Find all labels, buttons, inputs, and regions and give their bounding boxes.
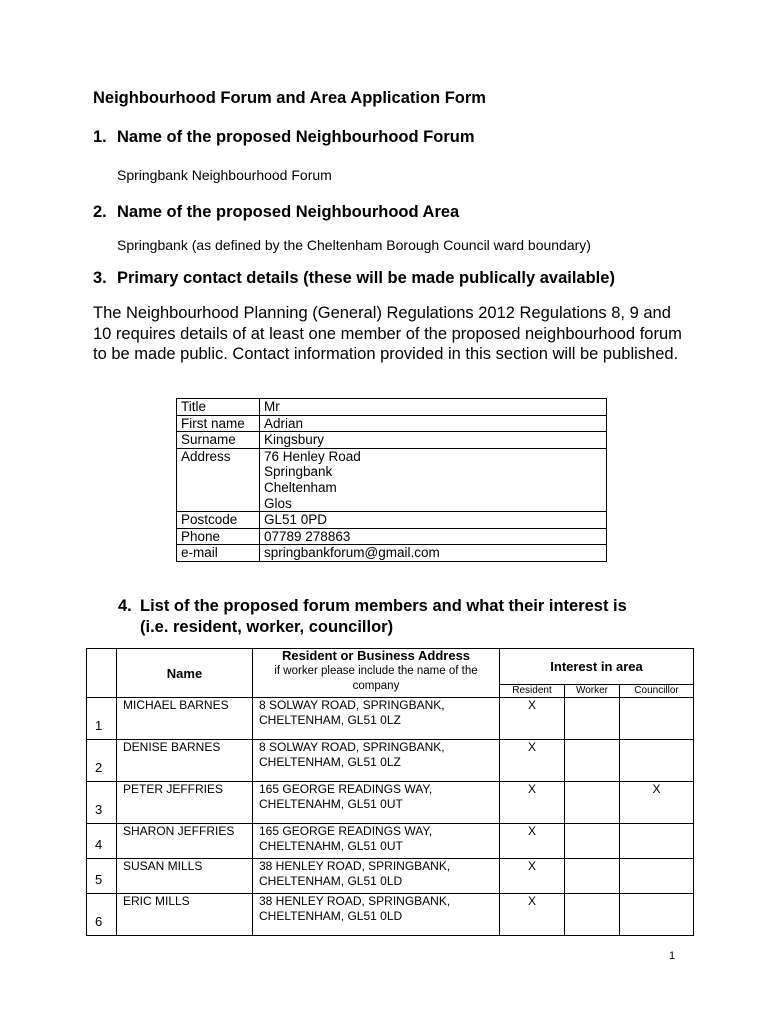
member-address-line2: CHELTENHAM, GL51 0LZ (259, 712, 401, 727)
contact-value: GL51 0PD (260, 512, 607, 529)
section-1-heading (93, 128, 475, 147)
section-4-heading (118, 596, 627, 637)
contact-value: 07789 278863 (260, 528, 607, 545)
section-2-heading (93, 203, 459, 222)
member-name: DENISE BARNES (117, 740, 253, 782)
contact-label: Phone (177, 528, 260, 545)
resident-column-header: Resident (500, 685, 565, 698)
document-title: Neighbourhood Forum and Area Application Form (93, 89, 486, 107)
row-index: 1 (87, 698, 117, 740)
area-name-value: Springbank (as defined by the Cheltenham Borough Council ward boundary) (117, 237, 591, 253)
contact-value: Mr (260, 399, 607, 416)
contact-label: e-mail (177, 545, 260, 562)
member-address-line1: 165 GEORGE READINGS WAY, (259, 782, 433, 796)
resident-mark: X (500, 698, 565, 740)
worker-mark (565, 894, 620, 936)
address-line: 76 Henley Road (264, 448, 361, 464)
contact-row-email (177, 545, 607, 562)
member-address (253, 859, 500, 894)
worker-mark (565, 782, 620, 824)
councillor-mark (620, 740, 694, 782)
contact-row-postcode (177, 512, 607, 529)
members-header-row (87, 649, 694, 685)
contact-label: Address (177, 448, 260, 511)
row-index: 4 (87, 824, 117, 859)
resident-mark: X (500, 740, 565, 782)
section-4-number: 4. (118, 597, 132, 615)
councillor-mark (620, 894, 694, 936)
contact-row-phone (177, 528, 607, 545)
member-address-line1: 8 SOLWAY ROAD, SPRINGBANK, (259, 740, 445, 754)
contact-row-title (177, 399, 607, 416)
contact-value: Kingsbury (260, 432, 607, 449)
address-line: Cheltenham (264, 479, 337, 495)
councillor-mark (620, 698, 694, 740)
row-index: 5 (87, 859, 117, 894)
row-index: 2 (87, 740, 117, 782)
member-address-line2: CHELTENHAM, GL51 0LD (259, 873, 403, 888)
contact-row-surname (177, 432, 607, 449)
forum-members-table (86, 648, 694, 936)
address-line: Glos (264, 495, 292, 511)
section-3-number: 3. (93, 269, 107, 287)
forum-name-value: Springbank Neighbourhood Forum (117, 167, 332, 183)
contact-label: First name (177, 415, 260, 432)
table-row (87, 894, 694, 936)
regulations-paragraph: The Neighbourhood Planning (General) Regulations 2012 Regulations 8, 9 and 10 requires details of at least one member of the proposed neighbourhood forum to be made public. Contact information provided in this section will be published. (93, 304, 682, 363)
contact-label: Postcode (177, 512, 260, 529)
worker-mark (565, 698, 620, 740)
contact-value: Adrian (260, 415, 607, 432)
address-header (253, 649, 500, 698)
section-3-heading (93, 269, 615, 288)
resident-mark: X (500, 782, 565, 824)
interest-header: Interest in area (500, 649, 694, 685)
table-row (87, 859, 694, 894)
row-index: 6 (87, 894, 117, 936)
member-name: ERIC MILLS (117, 894, 253, 936)
member-name: SHARON JEFFRIES (117, 824, 253, 859)
row-index: 3 (87, 782, 117, 824)
councillor-column-header: Councillor (620, 685, 694, 698)
page-number: 1 (669, 950, 676, 962)
section-1-heading-text: Name of the proposed Neighbourhood Forum (117, 128, 475, 146)
worker-mark (565, 859, 620, 894)
member-name: SUSAN MILLS (117, 859, 253, 894)
contact-address-value (260, 448, 607, 511)
section-4-heading-line2: (i.e. resident, worker, councillor) (140, 617, 394, 636)
councillor-mark (620, 824, 694, 859)
member-address (253, 782, 500, 824)
member-address-line1: 38 HENLEY ROAD, SPRINGBANK, (259, 894, 451, 908)
member-address-line2: CHELTENHAM, GL51 0LD (259, 908, 403, 923)
contact-row-address (177, 448, 607, 511)
member-address-line2: CHELTENHAM, GL51 0LZ (259, 754, 401, 769)
councillor-mark: X (620, 782, 694, 824)
councillor-mark (620, 859, 694, 894)
table-row (87, 698, 694, 740)
section-2-heading-text: Name of the proposed Neighbourhood Area (117, 203, 460, 221)
address-line: Springbank (264, 464, 333, 480)
member-address (253, 894, 500, 936)
contact-row-first-name (177, 415, 607, 432)
worker-column-header: Worker (565, 685, 620, 698)
table-row (87, 782, 694, 824)
resident-mark: X (500, 894, 565, 936)
section-1-number: 1. (93, 128, 107, 146)
worker-mark (565, 740, 620, 782)
contact-details-table (176, 398, 607, 562)
member-address-line1: 165 GEORGE READINGS WAY, (259, 824, 433, 838)
member-name: MICHAEL BARNES (117, 698, 253, 740)
resident-mark: X (500, 859, 565, 894)
member-address-line1: 8 SOLWAY ROAD, SPRINGBANK, (259, 698, 445, 712)
member-address-line1: 38 HENLEY ROAD, SPRINGBANK, (259, 859, 451, 873)
member-address (253, 740, 500, 782)
member-address-line2: CHELTENAHM, GL51 0UT (259, 838, 403, 853)
table-row (87, 824, 694, 859)
member-address (253, 824, 500, 859)
section-4-heading-line1: List of the proposed forum members and what their interest is (140, 597, 627, 615)
contact-label: Title (177, 399, 260, 416)
contact-label: Surname (177, 432, 260, 449)
section-3-heading-text: Primary contact details (these will be made publically available) (117, 269, 615, 287)
member-address (253, 698, 500, 740)
index-header (87, 649, 117, 698)
address-header-title: Resident or Business Address (281, 648, 471, 663)
worker-mark (565, 824, 620, 859)
address-header-note: if worker please include the name of the company (274, 665, 478, 692)
member-address-line2: CHELTENAHM, GL51 0UT (259, 796, 403, 811)
table-row (87, 740, 694, 782)
member-name: PETER JEFFRIES (117, 782, 253, 824)
resident-mark: X (500, 824, 565, 859)
name-header: Name (117, 649, 253, 698)
contact-value: springbankforum@gmail.com (260, 545, 607, 562)
section-2-number: 2. (93, 203, 107, 221)
